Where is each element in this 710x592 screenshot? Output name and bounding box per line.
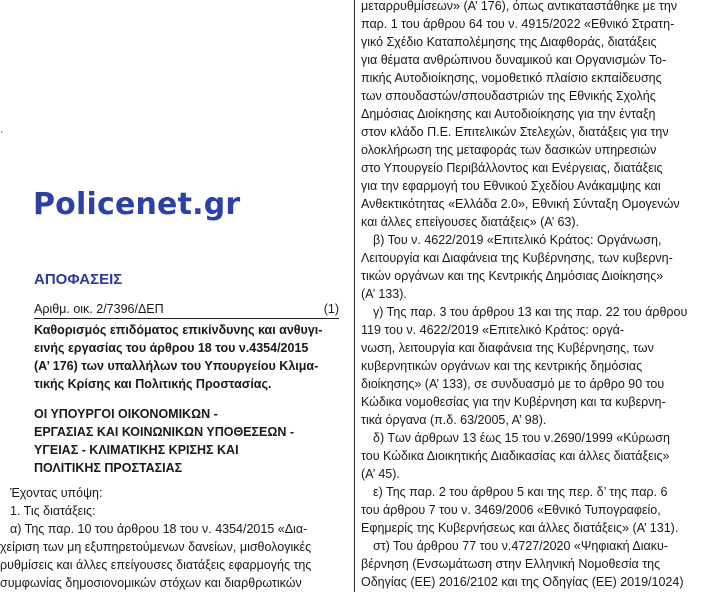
body-line: 1. Τις διατάξεις: — [10, 504, 96, 518]
body-line: πικής Αυτοδιοίκησης, νομοθετικό πλαίσιο εκπαίδευσης — [361, 71, 662, 85]
body-line: α) Της παρ. 10 του άρθρου 18 του ν. 4354/2015 «Δια- — [10, 522, 308, 536]
title-line: (Α’ 176) των υπαλλήλων του Υπουργείου Κλιμα- — [34, 359, 319, 373]
title-line: Καθορισμός επιδόματος επικίνδυνης και ανθυγι- — [34, 323, 323, 337]
body-line: του άρθρου 7 του ν. 3469/2006 «Εθνικό Τυπογραφείο, — [361, 503, 661, 517]
body-line: παρ. 1 του άρθρου 64 του ν. 4915/2022 «Εθνικό Στρατη- — [361, 17, 675, 31]
body-line: Εφημερίς της Κυβερνήσεως και άλλες διατάξεις» (Α’ 131). — [361, 521, 679, 535]
body-line: χείριση των μη εξυπηρετούμενων δανείων, μισθολογικές — [0, 540, 312, 554]
body-line: των σπουδαστών/σπουδαστριών της Εθνικής Σχολής — [361, 89, 656, 103]
body-line: Λειτουργία και Διαφάνεια της Κυβέρνησης, των κυβερνη- — [361, 251, 673, 265]
body-line: ολοκλήρωση της μεταφοράς των δασικών υπηρεσιών — [361, 143, 657, 157]
title-line: εινής εργασίας του άρθρου 18 του ν.4354/2015 — [34, 341, 309, 355]
ministers-line: ΕΡΓΑΣΙΑΣ ΚΑΙ ΚΟΙΝΩΝΙΚΩΝ ΥΠΟΘΕΣΕΩΝ - — [34, 425, 295, 439]
ministers-line: ΠΟΛΙΤΙΚΗΣ ΠΡΟΣΤΑΣΙΑΣ — [34, 461, 183, 475]
body-line: για θέματα ανθρώπινου δυναμικού και Οργανισμών Το- — [361, 53, 667, 67]
column-divider — [354, 0, 355, 592]
body-line: και άλλες επείγουσες διατάξεις» (Α’ 63). — [361, 215, 579, 229]
decision-number: (1) — [323, 302, 339, 316]
body-line: κυβερνητικών οργάνων και της κεντρικής δημόσιας — [361, 359, 643, 373]
body-line: τικά όργανα (π.δ. 63/2005, Α’ 98). — [361, 413, 547, 427]
body-line: διοίκησης» (Α’ 133), σε συνδυασμό με το άρθρο 90 του — [361, 377, 665, 391]
body-line: δ) Των άρθρων 13 έως 15 του ν.2690/1999 «Κύρωση — [373, 431, 670, 445]
site-logo: Policenet.gr — [33, 187, 241, 222]
body-line: Δημόσιας Διοίκησης και Αυτοδιοίκησης για την ένταξη — [361, 107, 656, 121]
body-line: Οδηγίας (ΕΕ) 2016/2102 και της Οδηγίας (ΕΕ) 2019/1024) — [361, 575, 684, 589]
body-line: νωση, λειτουργία και διαφάνεια της Κυβέρνησης, των — [361, 341, 654, 355]
edge-mark: · — [0, 126, 4, 138]
body-line: (Α’ 45). — [361, 467, 400, 481]
body-line: (Α’ 133). — [361, 287, 407, 301]
body-line: μεταρρυθμίσεων» (Α’ 176), όπως αντικαταστάθηκε με την — [361, 0, 678, 13]
ministers-line: ΥΓΕΙΑΣ - ΚΛΙΜΑΤΙΚΗΣ ΚΡΙΣΗΣ ΚΑΙ — [34, 443, 239, 457]
body-line: τικών οργάνων και της Κεντρικής Δημόσιας Διοίκησης» — [361, 269, 664, 283]
section-heading: ΑΠΟΦΑΣΕΙΣ — [34, 271, 123, 288]
body-line: ε) Της παρ. 2 του άρθρου 5 και της περ. δ’ της παρ. 6 — [373, 485, 668, 499]
decision-reference — [34, 302, 339, 319]
body-line: γ) Της παρ. 3 του άρθρου 13 και της παρ. 22 του άρθρου — [373, 305, 688, 319]
body-line: στο Υπουργείο Περιβάλλοντος και Ενέργειας, διατάξεις — [361, 161, 663, 175]
body-line: στον κλάδο Π.Ε. Επιτελικών Στελεχών, διατάξεις για την — [361, 125, 669, 139]
ministers-line: ΟΙ ΥΠΟΥΡΓΟΙ ΟΙΚΟΝΟΜΙΚΩΝ - — [34, 407, 218, 421]
body-line: β) Του ν. 4622/2019 «Επιτελικό Κράτος: Οργάνωση, — [373, 233, 662, 247]
body-line: Έχοντας υπόψη: — [10, 486, 103, 500]
body-line: γικό Σχέδιο Καταπολέμησης της Διαφθοράς, διατάξεις — [361, 35, 657, 49]
decision-ref-text: Αριθμ. οικ. 2/7396/ΔΕΠ — [34, 302, 164, 316]
body-line: στ) Του άρθρου 77 του ν.4727/2020 «Ψηφιακή Διακυ- — [373, 539, 668, 553]
body-line: Ανθεκτικότητας «Ελλάδα 2.0», Εθνική Σύνταξη Ομογενών — [361, 197, 680, 211]
body-line: για την εφαρμογή του Εθνικού Σχεδίου Ανάκαμψης και — [361, 179, 661, 193]
body-line: 119 του ν. 4622/2019 «Επιτελικό Κράτος: οργά- — [361, 323, 624, 337]
title-line: τικής Κρίσης και Πολιτικής Προστασίας. — [34, 377, 272, 391]
body-line: συμφωνίας δημοσιονομικών στόχων και διαρθρωτικών — [0, 576, 302, 590]
body-line: βέρνηση (Ενσωμάτωση στην Ελληνική Νομοθεσία της — [361, 557, 661, 571]
body-line: Κώδικα νομοθεσίας για την Κυβέρνηση και τα κυβερνη- — [361, 395, 666, 409]
body-line: του Κώδικα Διοικητικής Διαδικασίας και άλλες διατάξεις» — [361, 449, 670, 463]
body-line: ρυθμίσεις και άλλες επείγουσες διατάξεις εφαρμογής της — [0, 558, 312, 572]
